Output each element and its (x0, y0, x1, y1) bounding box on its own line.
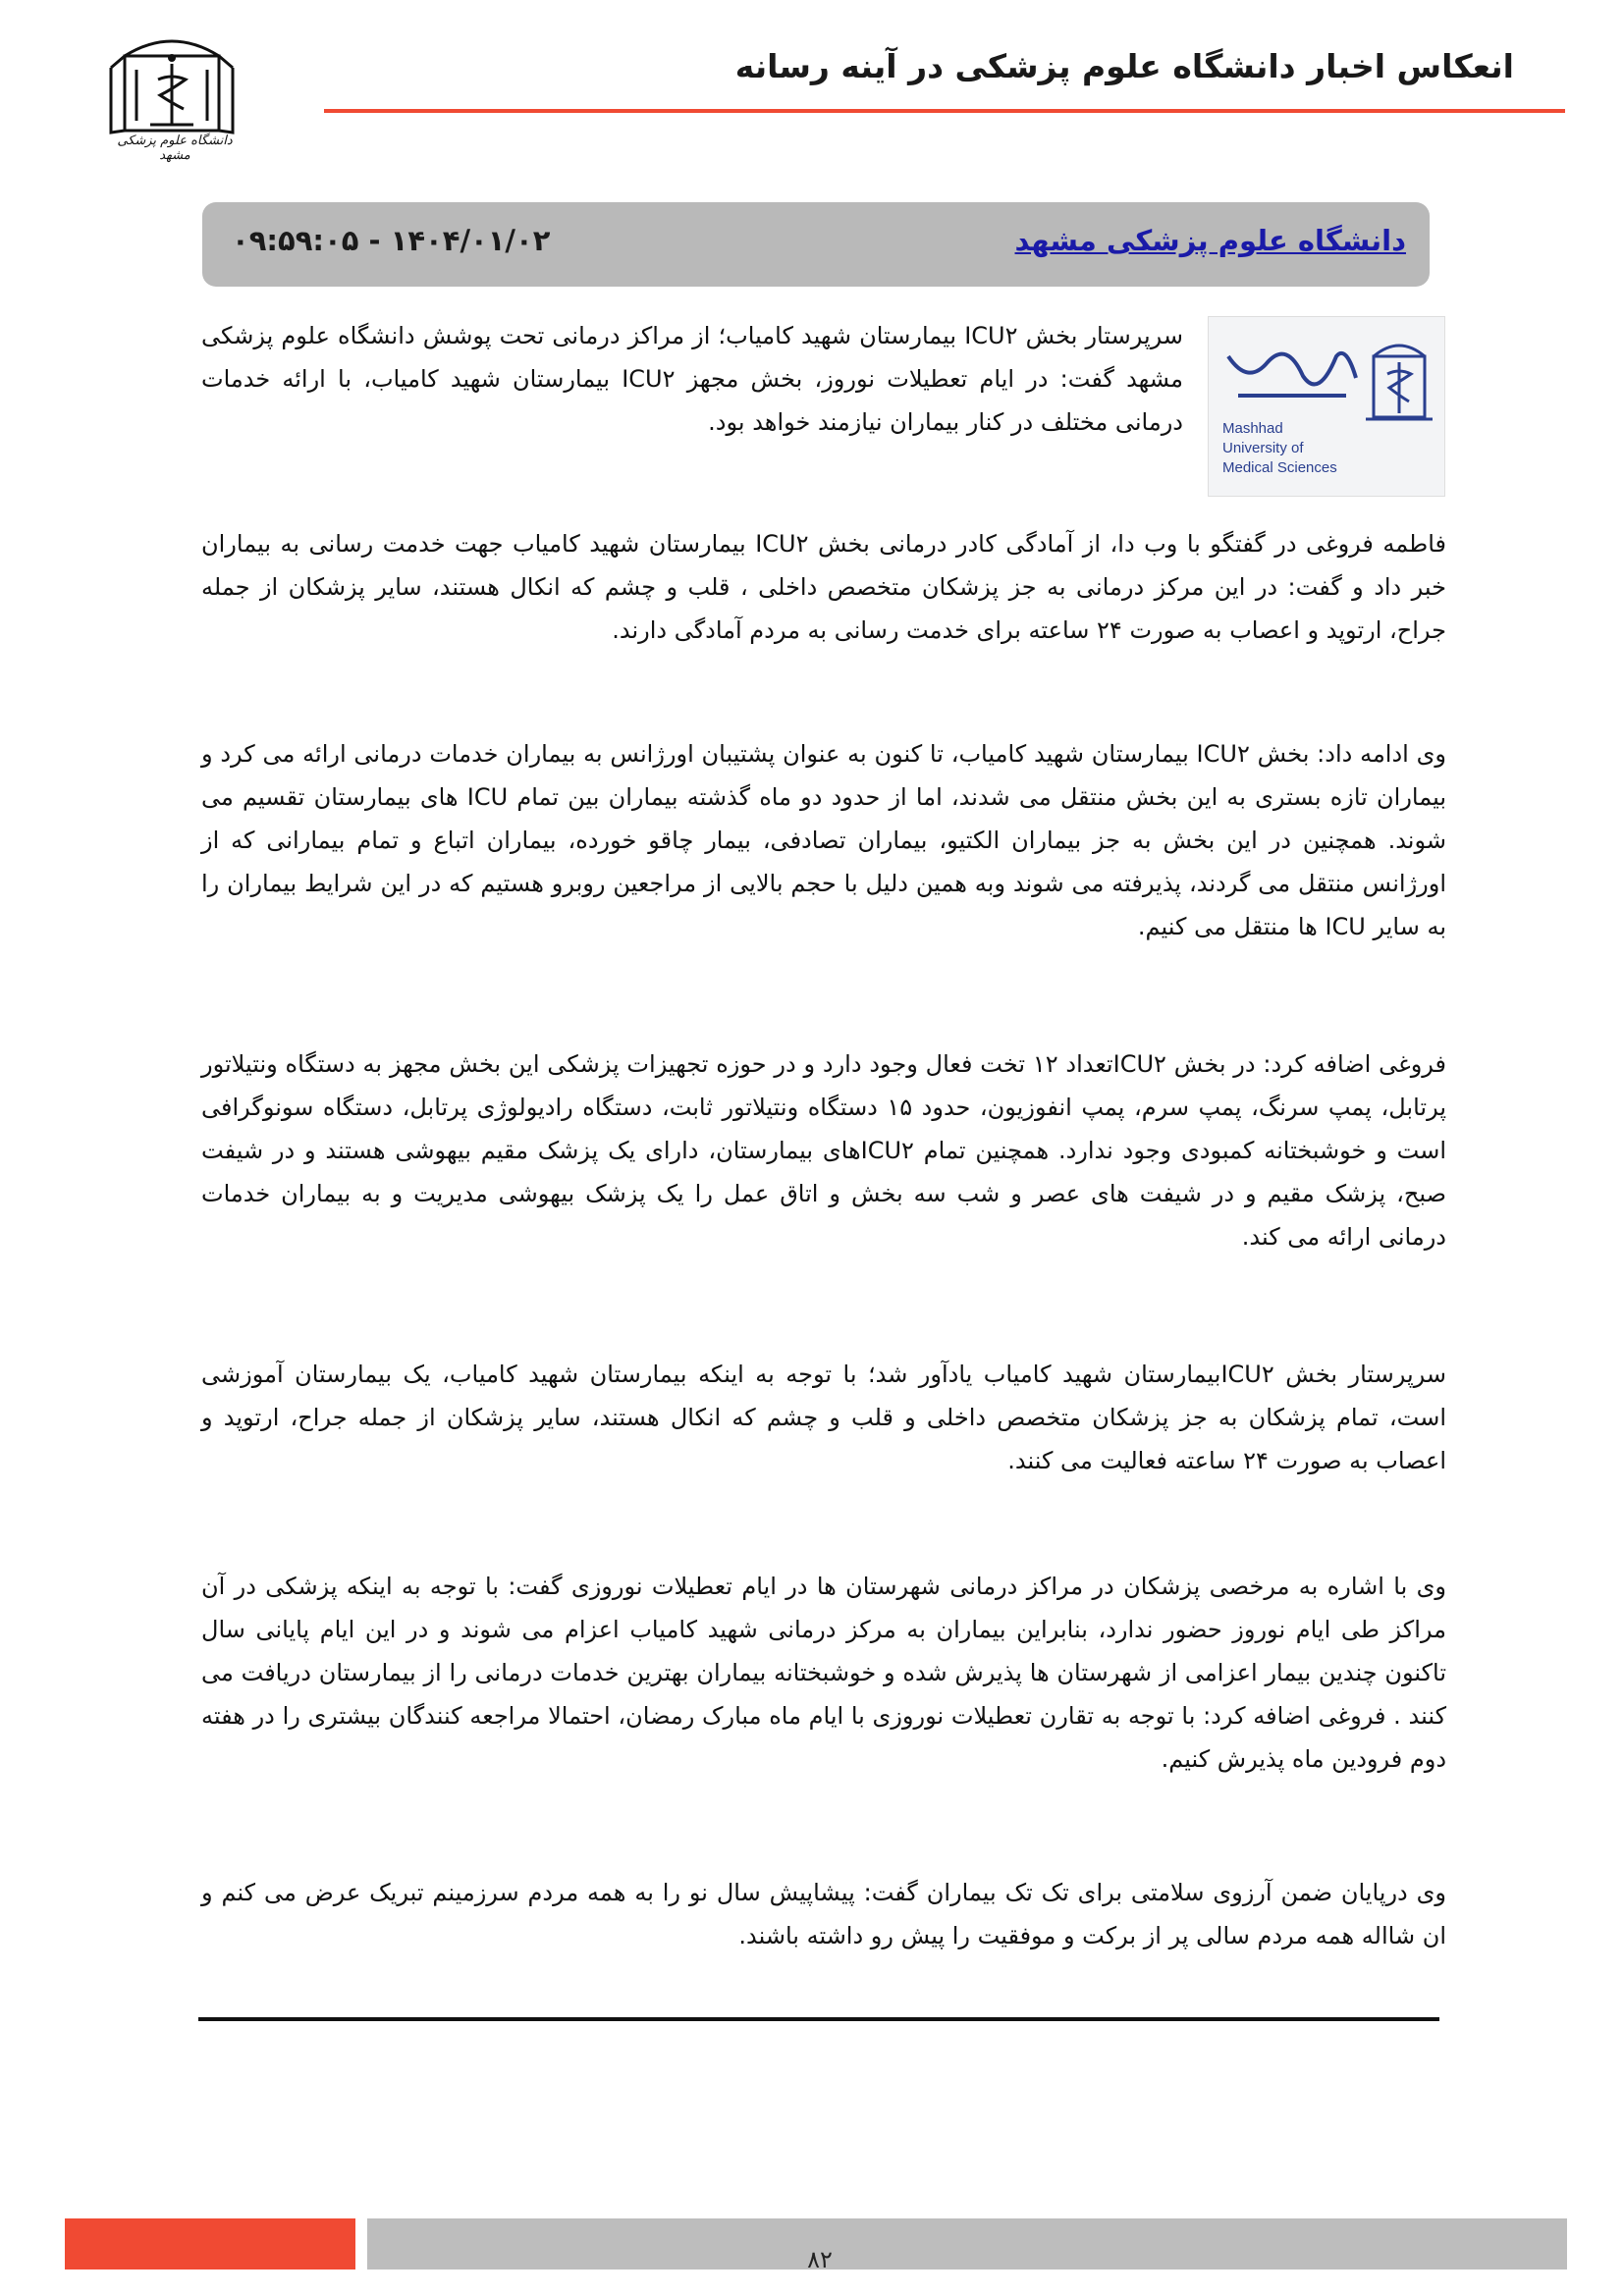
page-header-title: انعکاس اخبار دانشگاه علوم پزشکی در آینه رسانه (734, 47, 1514, 85)
thumbnail-caption-en: Mashhad University of Medical Sciences (1222, 420, 1337, 476)
footer-accent-bar (65, 2218, 355, 2269)
paragraph-text: سرپرستار بخش ICU۲بیمارستان شهید کامیاب یادآور شد؛ با توجه به اینکه بیمارستان شهید کامیاب، یک بیمارستان آموزشی است، تمام پزشکان به جز پزشکان متخصص داخلی و قلب و چشم که انکال هستند، سایر پزشکان از جمله جراح، ارتوپد و اعصاب به صورت ۲۴ ساعته فعالیت می کنند. (201, 1361, 1446, 1474)
source-bar (202, 202, 1430, 287)
article-paragraph (201, 1871, 1446, 1957)
article-paragraph (201, 1042, 1446, 1258)
paragraph-text: وی با اشاره به مرخصی پزشکان در مراکز درمانی شهرستان ها در ایام تعطیلات نوروزی گفت: با توجه به اینکه پزشکی در آن مراکز طی ایام نوروز حضور ندارد، بنابراین بیماران به مرکز درمانی شهید کامیاب اعزام می شوند و در این ایام پایانی سال تاکنون چندین بیمار اعزامی از شهرستان ها پذیرش شده و خوشبختانه بیماران بهترین خدمات درمانی را از بیمارستان دریافت می کنند . فروغی اضافه کرد: با توجه به تقارن تعطیلات نوروزی با ایام ماه مبارک رمضان، احتمالا مراجعه کنندگان بیشتری را در هفته دوم فرودین ماه پذیرش کنیم. (201, 1573, 1446, 1773)
paragraph-text: فاطمه فروغی در گفتگو با وب دا، از آمادگی کادر درمانی بخش ICU۲ بیمارستان شهید کامیاب جهت خدمت رسانی به بیماران خبر داد و گفت: در این مرکز درمانی به جز پزشکان متخصص داخلی ، قلب و چشم که انکال هستند، سایر پزشکان از جمله جراح، ارتوپد و اعصاب به صورت ۲۴ ساعته برای خدمت رسانی به مردم آمادگی دارند. (201, 530, 1446, 644)
article-paragraph (201, 522, 1446, 652)
article-paragraph (201, 732, 1446, 948)
article-end-divider (198, 2017, 1439, 2021)
news-thumbnail (1208, 316, 1445, 497)
paragraph-text: سرپرستار بخش ICU۲ بیمارستان شهید کامیاب؛ از مراکز درمانی تحت پوشش دانشگاه علوم پزشکی مشهد گفت: در ایام تعطیلات نوروز، بخش مجهز ICU۲ بیمارستان شهید کامیاب، با ارائه خدمات درمانی مختلف در کنار بیماران نیازمند خواهد بود. (201, 322, 1183, 436)
paragraph-text: وی ادامه داد: بخش ICU۲ بیمارستان شهید کامیاب، تا کنون به عنوان پشتیبان اورژانس به بیماران خدمات درمانی ارائه می کرد و بیماران تازه بستری به این بخش منتقل می شدند، اما از حدود دو ماه گذشته بیماران بین تمام ICU های بیمارستان تقسیم می شوند. همچنین در این بخش به جز بیماران الکتیو، بیماران تصادفی، بیمار چاقو خورده، بیماران اتباع و تمام بیمارانی که از اورژانس منتقل می گردند، پذیرفته می شوند وبه همین دلیل با حجم بالایی از مراجعین روبرو هستیم که در این شرایط بیماران را به سایر ICU ها منتقل می کنیم. (201, 740, 1447, 940)
article-paragraph (201, 314, 1183, 444)
article-paragraph (201, 1565, 1446, 1781)
footer-bar (367, 2218, 1567, 2269)
page-number: ۸۲ (807, 2246, 833, 2273)
paragraph-text: فروغی اضافه کرد: در بخش ICU۲تعداد ۱۲ تخت فعال وجود دارد و در حوزه تجهیزات پزشکی این بخش مجهز به دستگاه ونتیلاتور پرتابل، پمپ سرنگ، پمپ سرم، پمپ انفوزیون، حدود ۱۵ دستگاه ونتیلاتور ثابت، دستگاه رادیولوژی پرتابل، دستگاه سونوگرافی است و خوشبختانه کمبودی وجود ندارد. همچنین تمام ICU۲های بیمارستان، دارای یک پزشک مقیم بیهوشی هستند و در شیفت صبح، پزشک مقیم و در شیفت های عصر و شب سه بخش و اتاق عمل را یک پزشک بیهوشی مدیریت و به بیماران خدمات درمانی ارائه می کند. (201, 1050, 1446, 1251)
logo-caption: دانشگاه علوم پزشکی مشهد (117, 133, 233, 163)
paragraph-text: وی درپایان ضمن آرزوی سلامتی برای تک تک بیماران گفت: پیشاپیش سال نو را به همه مردم سرزمینم تبریک عرض می کنم و ان شااله همه مردم سالی پر از برکت و موفقیت را پیش رو داشته باشند. (201, 1879, 1446, 1949)
article-paragraph (201, 1353, 1446, 1482)
publish-datetime: ۱۴۰۴/۰۱/۰۲ - ۰۹:۵۹:۰۵ (232, 224, 551, 257)
header-divider (324, 109, 1565, 113)
source-link[interactable]: دانشگاه علوم پزشکی مشهد (1014, 224, 1406, 257)
